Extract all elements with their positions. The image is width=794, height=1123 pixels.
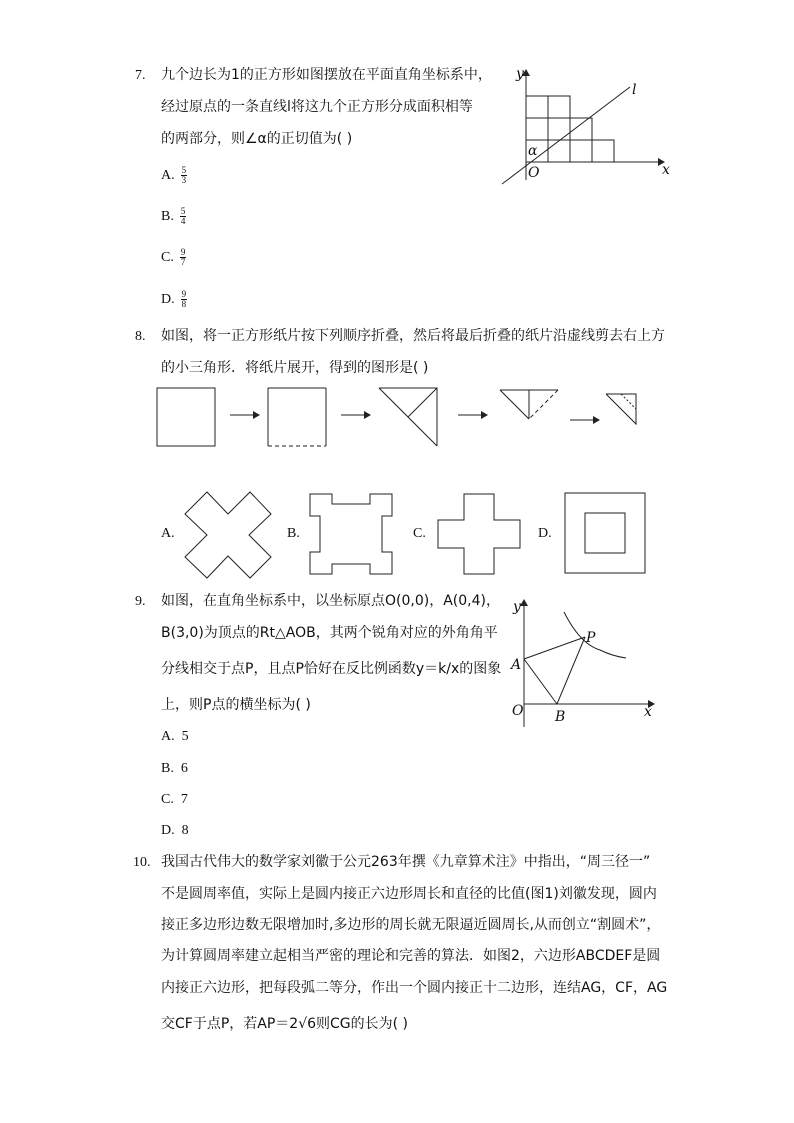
q8-option-c-label[interactable]: C. bbox=[413, 526, 426, 541]
fraction: $\frac{5}{4}$ bbox=[180, 206, 186, 227]
a-label: A bbox=[511, 657, 522, 673]
q8-option-b-shape[interactable] bbox=[310, 494, 394, 576]
q8-option-d-shape[interactable] bbox=[565, 493, 647, 575]
q9-option-b[interactable]: B. 6 bbox=[161, 761, 188, 776]
folded-small-triangle bbox=[500, 390, 558, 419]
y-label: y bbox=[513, 599, 521, 615]
option-label: C. bbox=[161, 250, 174, 266]
q8-line-2: 的小三角形．将纸片展开，得到的图形是( ) bbox=[161, 360, 429, 376]
arrow-head bbox=[253, 411, 260, 419]
square bbox=[548, 118, 570, 140]
q7-option-d[interactable] bbox=[161, 290, 187, 310]
origin-label: O bbox=[528, 165, 540, 181]
q7-line-1: 九个边长为1的正方形如图摆放在平面直角坐标系中， bbox=[161, 67, 492, 83]
q7-option-a[interactable] bbox=[161, 166, 187, 186]
option-label: A. bbox=[161, 168, 175, 184]
q8-folding-sequence bbox=[150, 380, 650, 450]
q10-line-6: 交CF于点P，若AP＝2√6则CG的长为( ) bbox=[161, 1016, 409, 1032]
q8-option-b-label[interactable]: B. bbox=[287, 526, 300, 541]
square bbox=[570, 140, 592, 162]
segment-bp bbox=[557, 637, 585, 704]
square bbox=[570, 118, 592, 140]
q9-option-a[interactable]: A. 5 bbox=[161, 729, 189, 744]
q9-figure bbox=[500, 592, 670, 732]
folded-triangle bbox=[379, 388, 437, 446]
arrow-head bbox=[481, 411, 488, 419]
q9-line-1: 如图，在直角坐标系中，以坐标原点O(0,0)，A(0,4)， bbox=[161, 593, 500, 609]
q7-figure bbox=[490, 62, 670, 192]
paper-square bbox=[157, 388, 215, 446]
y-axis-arrow bbox=[520, 599, 528, 606]
q8-option-d-label[interactable]: D. bbox=[538, 526, 552, 541]
o-label: O bbox=[512, 703, 524, 719]
alpha-label: α bbox=[528, 143, 538, 159]
p-label: P bbox=[586, 630, 596, 646]
q9-line-2: B(3,0)为顶点的Rt△AOB，其两个锐角对应的外角角平 bbox=[161, 625, 498, 641]
fraction: $\frac{5}{3}$ bbox=[181, 165, 187, 186]
y-label: y bbox=[516, 66, 524, 82]
x-label: x bbox=[662, 162, 670, 178]
square bbox=[592, 140, 614, 162]
q10-line-4: 为计算圆周率建立起相当严密的理论和完善的算法．如图2，六边形ABCDEF是圆 bbox=[161, 948, 661, 964]
final-triangle bbox=[606, 394, 636, 424]
segment-ap bbox=[524, 637, 585, 659]
q7-number: 7. bbox=[135, 68, 146, 83]
fraction: $\frac{9}{8}$ bbox=[181, 289, 187, 310]
option-label: B. bbox=[161, 209, 174, 225]
q7-option-b[interactable] bbox=[161, 207, 186, 227]
q9-number: 9. bbox=[135, 594, 146, 609]
arrow-head bbox=[364, 411, 371, 419]
square bbox=[548, 96, 570, 118]
q10-line-5: 内接正六边形，把每段弧二等分，作出一个圆内接正十二边形，连结AG，CF，AG bbox=[161, 980, 668, 996]
q8-option-a-label[interactable]: A. bbox=[161, 526, 175, 541]
l-label: l bbox=[632, 82, 637, 98]
folded-rectangle bbox=[268, 388, 326, 446]
segment-ab bbox=[524, 659, 557, 704]
q9-line-4: 上，则P点的横坐标为( ) bbox=[161, 697, 311, 713]
q10-line-2: 不是圆周率值，实际上是圆内接正六边形周长和直径的比值(图1)刘徽发现，圆内 bbox=[161, 886, 657, 902]
q7-line-3: 的两部分，则∠α的正切值为( ) bbox=[161, 131, 353, 147]
q9-option-c[interactable]: C. 7 bbox=[161, 792, 188, 807]
q9-line-3: 分线相交于点P，且点P恰好在反比例函数y＝k/x的图象 bbox=[161, 661, 502, 677]
q10-line-1: 我国古代伟大的数学家刘徽于公元263年撰《九章算术注》中指出，“周三径一” bbox=[161, 854, 651, 870]
q10-number: 10. bbox=[133, 855, 151, 870]
b-label: B bbox=[555, 709, 566, 725]
q7-line-2: 经过原点的一条直线l将这九个正方形分成面积相等 bbox=[161, 99, 473, 115]
square bbox=[526, 96, 548, 118]
option-label: D. bbox=[161, 292, 175, 308]
q7-option-c[interactable] bbox=[161, 248, 186, 268]
line-l bbox=[502, 87, 630, 184]
square bbox=[526, 118, 548, 140]
q8-number: 8. bbox=[135, 329, 146, 344]
q8-line-1: 如图，将一正方形纸片按下列顺序折叠，然后将最后折叠的纸片沿虚线剪去右上方 bbox=[161, 328, 665, 344]
q8-option-c-shape[interactable] bbox=[438, 494, 522, 576]
x-label: x bbox=[644, 704, 652, 720]
fraction: $\frac{9}{7}$ bbox=[180, 247, 186, 268]
q9-option-d[interactable]: D. 8 bbox=[161, 823, 189, 838]
q10-line-3: 接正多边形边数无限增加时,多边形的周长就无限逼近圆周长,从而创立“割圆术”， bbox=[161, 917, 661, 933]
q8-option-a-shape[interactable] bbox=[185, 492, 271, 578]
arrow-head bbox=[593, 416, 600, 424]
square bbox=[548, 140, 570, 162]
